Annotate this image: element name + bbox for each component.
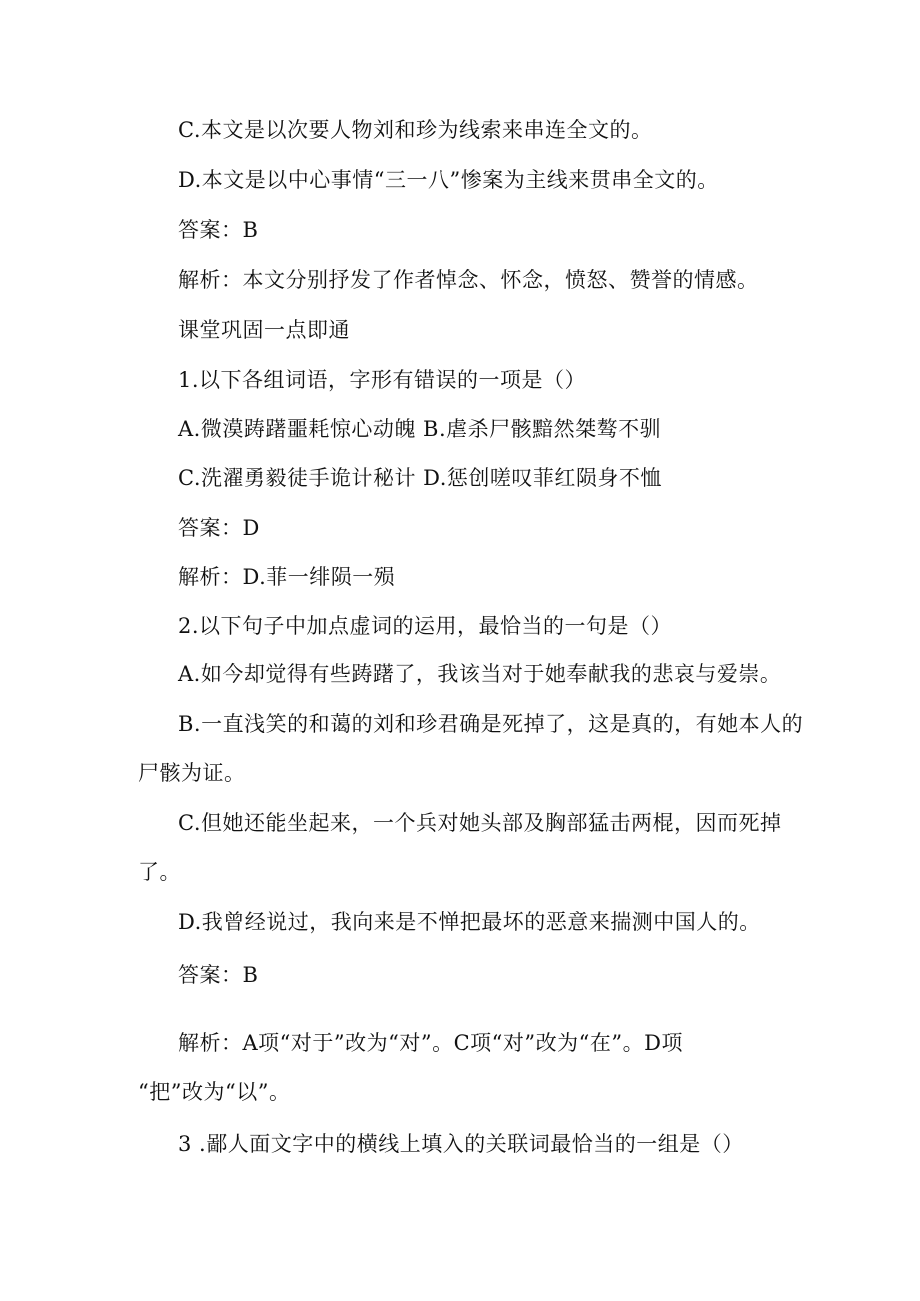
q1-options-ab: A.微漠踌躇噩耗惊心动魄 B.虐杀尸骸黯然桀骜不驯 [178,417,662,441]
q2-answer: 答案：B [178,963,259,987]
question-2: 2.以下句子中加点虚词的运用，最恰当的一句是（） [178,614,673,638]
q2-analysis: 解析：A项“对于”改为“对”。C项“对”改为“在”。D项 [178,1031,683,1055]
q1-analysis: 解析：D.菲一绯陨一殒 [178,565,396,589]
section-heading: 课堂巩固一点即通 [178,318,350,342]
q2-option-c-cont: 了。 [138,860,181,884]
q2-option-c: C.但她还能坐起来，一个兵对她头部及胸部猛击两棍，因而死掉 [178,811,782,835]
question-1: 1.以下各组词语，字形有错误的一项是（） [178,368,587,392]
q2-option-a: A.如今却觉得有些踌躇了，我该当对于她奉献我的悲哀与爱崇。 [178,662,782,686]
option-c-text: C.本文是以次要人物刘和珍为线索来串连全文的。 [178,118,653,142]
q2-option-d: D.我曾经说过，我向来是不惮把最坏的恶意来揣测中国人的。 [178,910,761,934]
q2-analysis-cont: “把”改为“以”。 [138,1080,291,1104]
question-3: 3 .鄙人面文字中的横线上填入的关联词最恰当的一组是（） [178,1132,744,1156]
q1-answer: 答案：D [178,516,260,540]
option-d-text: D.本文是以中心事情“三一八”惨案为主线来贯串全文的。 [178,168,719,192]
answer-line: 答案：B [178,218,259,242]
q2-option-b: B.一直浅笑的和蔼的刘和珍君确是死掉了，这是真的，有她本人的 [178,712,804,736]
q1-options-cd: C.洗濯勇毅徒手诡计秘计 D.惩创嗟叹菲红陨身不恤 [178,466,662,490]
analysis-line: 解析：本文分别抒发了作者悼念、怀念，愤怒、赞誉的情感。 [178,268,759,292]
q2-option-b-cont: 尸骸为证。 [138,761,246,785]
